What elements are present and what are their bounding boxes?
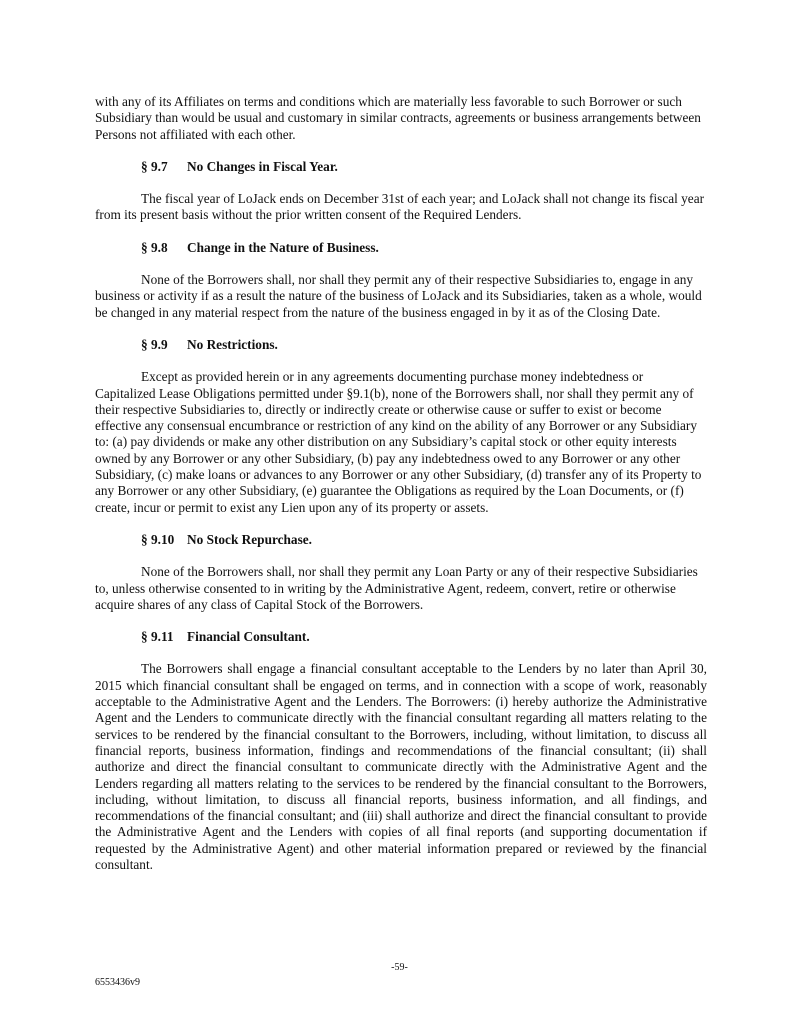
- section-heading: [95, 159, 707, 175]
- document-page: [95, 94, 707, 889]
- section-body: The Borrowers shall engage a financial consultant acceptable to the Lenders by no later than April 30, 2015 which financial consultant shall be engaged on terms, and in connection with a scope of work, reasonably acceptable to the Administrative Agent and the Lenders. The Borrowers: (i) hereby authorize the Administrative Agent and the Lenders to communicate directly with the financial consultant regarding all matters relating to the services to be rendered by the financial consultant to the Borrowers, including, without limitation, to discuss all financial reports, business information, findings and recommendations of the financial consultant; (ii) shall authorize and direct the financial consultant to communicate directly with the Administrative Agent and the Lenders regarding all matters relating to the services to be rendered by the financial consultant to the Borrowers, including, without limitation, to discuss all financial reports, business information, and all findings, and recommendations of the financial consultant; and (iii) shall authorize and direct the financial consultant to provide the Administrative Agent and the Lenders with copies of all final reports (and supporting documentation if requested by the Administrative Agent) and other material information prepared or reviewed by the financial consultant.: [95, 661, 707, 872]
- section-9-8: [95, 240, 707, 321]
- section-heading: [95, 240, 707, 256]
- section-9-9: [95, 337, 707, 516]
- section-body: None of the Borrowers shall, nor shall they permit any of their respective Subsidiaries to, engage in any business or activity if as a result the nature of the business of LoJack and its Subsidiaries, taken as a whole, would be changed in any material respect from the nature of the business engaged in by it as of the Closing Date.: [95, 272, 702, 320]
- section-number: § 9.10: [141, 531, 175, 547]
- section-number: § 9.7: [141, 158, 168, 174]
- section-title: No Stock Repurchase.: [187, 531, 312, 547]
- section-number: § 9.8: [141, 239, 168, 255]
- section-9-7: [95, 159, 707, 224]
- section-number: § 9.11: [141, 629, 174, 645]
- section-title: No Restrictions.: [187, 336, 278, 352]
- section-heading: [95, 532, 707, 548]
- section-heading: [95, 629, 707, 645]
- section-9-10: [95, 532, 707, 613]
- section-title: Change in the Nature of Business.: [187, 239, 379, 255]
- section-number: § 9.9: [141, 336, 168, 352]
- section-9-11: [95, 629, 707, 873]
- section-title: Financial Consultant.: [187, 629, 310, 645]
- section-title: No Changes in Fiscal Year.: [187, 158, 338, 174]
- document-id: 6553436v9: [95, 977, 140, 988]
- page-number: -59-: [391, 962, 408, 973]
- section-body: The fiscal year of LoJack ends on December 31st of each year; and LoJack shall not change its fiscal year from its present basis without the prior written consent of the Required Lenders.: [95, 191, 705, 223]
- section-body: None of the Borrowers shall, nor shall they permit any Loan Party or any of their respective Subsidiaries to, unless otherwise consented to in writing by the Administrative Agent, redeem, convert, retire or otherwise acquire shares of any class of Capital Stock of the Borrowers.: [95, 564, 698, 612]
- section-heading: [95, 337, 707, 353]
- section-body: Except as provided herein or in any agreements documenting purchase money indebtedness or Capitalized Lease Obligations permitted under §9.1(b), none of the Borrowers shall, nor shall they permit any of their respective Subsidiaries to, directly or indirectly create or otherwise cause or suffer to exist or become effective any consensual encumbrance or restriction of any kind on the ability of any Borrower or any Subsidiary to: (a) pay dividends or make any other distribution on any Subsidiary’s capital stock or other equity interests owned by any Borrower or any other Subsidiary, (b) pay any indebtedness owed to any Borrower or any other Subsidiary, (c) make loans or advances to any Borrower or any other Subsidiary, (d) transfer any of its Property to any Borrower or any other Subsidiary, (e) guarantee the Obligations as required by the Loan Documents, or (f) create, incur or permit to exist any Lien upon any of its property or assets.: [95, 369, 702, 515]
- intro-paragraph: with any of its Affiliates on terms and conditions which are materially less favorable to such Borrower or such Subsidiary than would be usual and customary in similar contracts, agreements or business arrangements between Persons not affiliated with each other.: [95, 94, 701, 142]
